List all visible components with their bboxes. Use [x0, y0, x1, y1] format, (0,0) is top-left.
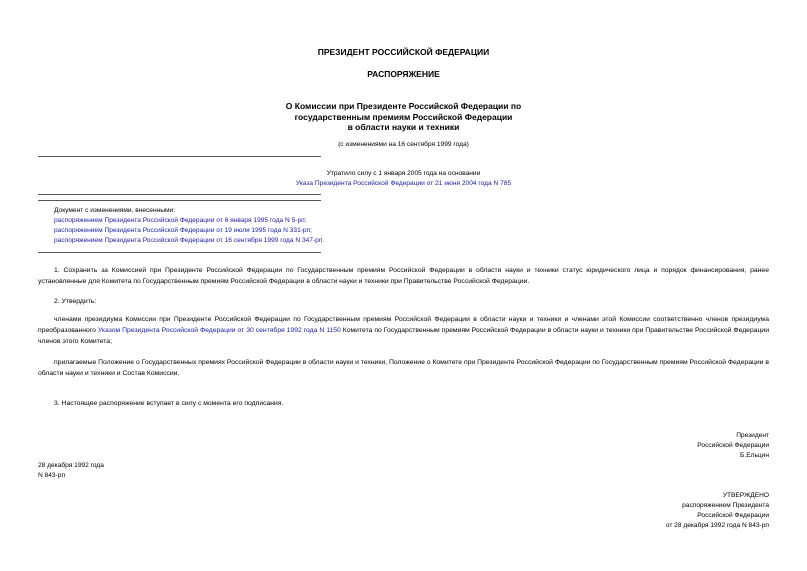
- amendment-link-3[interactable]: распоряжением Президента Российской Федерации от 16 сентября 1999 года N 347-рп.: [54, 237, 325, 244]
- signature-block: [697, 431, 769, 461]
- amendments-intro: Документ с изменениями, внесенными:: [54, 207, 176, 214]
- title-line-2: государственным премиям Российской Федерации: [294, 111, 513, 122]
- signature-title: Президент: [736, 432, 769, 439]
- issuer-heading: ПРЕЗИДЕНТ РОССИЙСКОЙ ФЕДЕРАЦИИ: [317, 47, 490, 57]
- approval-block: [666, 491, 769, 531]
- amendment-link-1[interactable]: распоряжением Президента Российской Федерации от 6 января 1995 года N 5-рп;: [54, 217, 307, 224]
- paragraph-4: прилагаемые Положение о Государственных премиях Российской Федерации в области науки и техники, Положение о Комитете при Президенте Российской Федерации по Государственным премиям Российской Федерации в области науки и техники и Состав Комиссии.: [38, 359, 769, 377]
- paragraph-5: 3. Настоящее распоряжение вступает в силу с момента его подписания.: [54, 400, 284, 407]
- validity-note: [0, 169, 807, 189]
- document-title: [0, 101, 807, 133]
- paragraph-3-text-after: Комитета по Государственным премиям Российской Федерации в области науки и техники при Правительстве Российской Федерации членов этого Комитета;: [38, 327, 769, 345]
- document-number: N 843-рп: [38, 472, 66, 479]
- paragraph-1: 1. Сохранить за Комиссией при Президенте Российской Федерации по Государственным премиям Российской Федерации в области науки и техники статус юридического лица и порядок финансирования, ранее установленные для Комитета по Государственным премиям Российской Федерации в области науки и техники при Правительстве Российской Федерации.: [38, 267, 769, 285]
- edition-note: (с изменениями на 16 сентября 1999 года): [338, 141, 469, 148]
- signature-country: Российской Федерации: [697, 442, 769, 449]
- title-line-3: в области науки и техники: [347, 122, 460, 132]
- validity-decree-link[interactable]: Указа Президента Российской Федерации от 21 июня 2004 года N 785: [295, 180, 512, 187]
- divider-3: [38, 200, 321, 201]
- decree-1150-link[interactable]: Указом Президента Российской Федерации от 30 сентября 1992 года N 1150: [97, 327, 341, 334]
- approval-line-4: от 28 декабря 1992 года N 843-рп: [665, 522, 769, 529]
- date-block: [38, 461, 104, 481]
- validity-text: Утратило силу с 1 января 2005 года на основании: [326, 170, 481, 177]
- signature-name: Б.Ельцин: [740, 452, 769, 459]
- approval-heading: УТВЕРЖДЕНО: [722, 492, 769, 499]
- document-type-heading: РАСПОРЯЖЕНИЕ: [367, 69, 440, 79]
- document-date: 28 декабря 1992 года: [38, 462, 104, 469]
- approval-line-2: распоряжением Президента: [682, 502, 769, 509]
- divider-2: [38, 194, 321, 195]
- paragraph-3: [38, 314, 769, 347]
- divider-1: [38, 156, 321, 157]
- paragraph-2: 2. Утвердить:: [54, 298, 97, 305]
- amendments-block: [54, 206, 454, 246]
- paragraph-3-text-before: членами президиума Комиссии при Президенте Российской Федерации по Государственным премиям Российской Федерации в области науки и техники и членами этой Комиссии соответственно членов президиума преобразованного: [38, 316, 769, 334]
- divider-4: [38, 252, 321, 253]
- title-line-1: О Комиссии при Президенте Российской Федерации по: [285, 101, 522, 111]
- approval-line-3: Российской Федерации: [697, 512, 769, 519]
- amendment-link-2[interactable]: распоряжением Президента Российской Федерации от 19 июля 1995 года N 331-рп;: [54, 227, 312, 234]
